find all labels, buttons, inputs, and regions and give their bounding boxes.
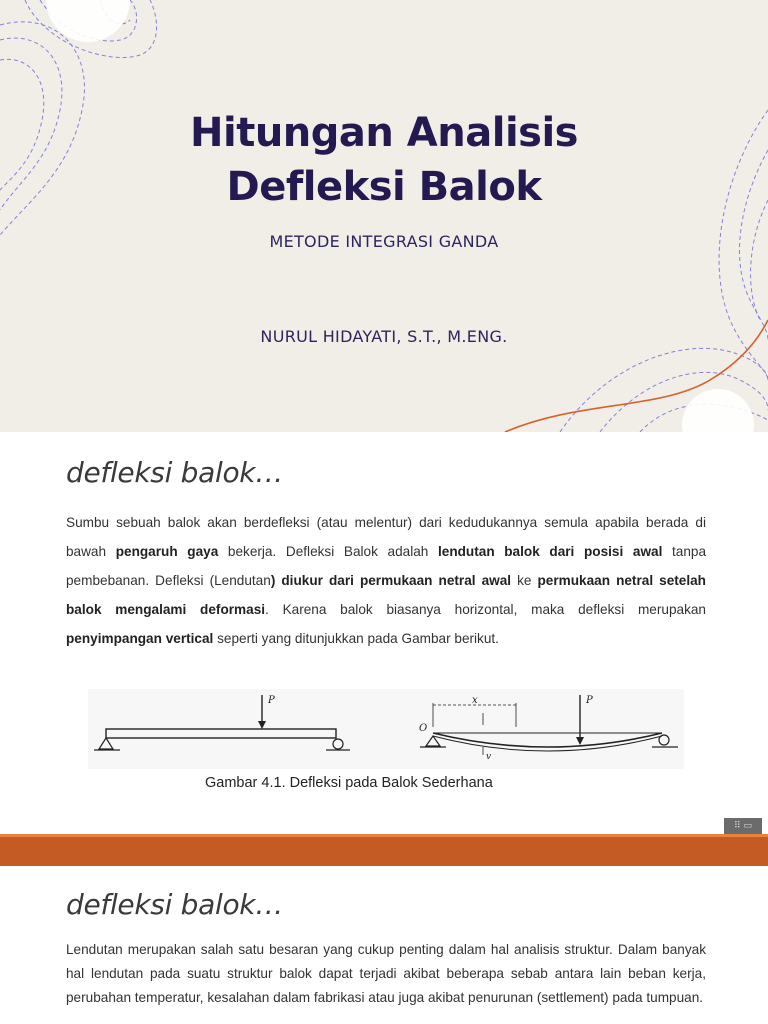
title-line-1: Hitungan Analisis [190,110,578,156]
distance-label: x [472,695,478,706]
content-slide-1 [0,432,768,834]
bold-phrase: ) diukur dari permukaan netral awal [270,573,512,588]
bold-phrase: pengaruh gaya [115,544,219,559]
bold-phrase: lendutan balok dari posisi awal [437,544,663,559]
decorative-contour-lines [0,0,768,432]
deflection-label: v [486,752,492,762]
load-label-left: P [268,695,275,706]
load-label-right: P [586,695,593,706]
figure-caption: Gambar 4.1. Defleksi pada Balok Sederhana [205,775,493,791]
beam-deflection-figure [88,689,684,769]
text-run: . Karena balok biasanya horizontal, maka defleksi merupakan [265,602,706,617]
text-run: tanpa pembebanan. Defleksi (Lendutan [66,544,707,588]
deflection-importance-paragraph: Lendutan merupakan salah satu besaran yang cukup penting dalam hal analisis struktur. Dalam banyak hal lendutan pada suatu struktur balok dapat terjadi akibat beberapa sebab antara lain beban kerja, perubahan temperatur, kesalahan dalam fabrikasi atau juga akibat penurunan (settlement) pada tumpuan. [66,942,706,1005]
bold-phrase: penyimpangan vertical [66,631,214,646]
title-slide [0,0,768,432]
title-line-2: Defleksi Balok [226,164,542,210]
definition-paragraph [66,508,706,653]
bold-phrase: permukaan netral setelah balok mengalami deformasi [66,573,706,617]
slide-heading: defleksi balok… [66,456,283,489]
slide-heading: defleksi balok… [66,888,283,921]
text-run: seperti yang ditunjukkan pada Gambar berikut. [213,631,499,646]
presentation-title [0,106,768,214]
content-slide-2 [0,866,768,1024]
presentation-subtitle: METODE INTEGRASI GANDA [269,232,499,251]
slide-control-icon[interactable]: ⠿ ▭ [724,818,762,834]
slide-divider-bar [0,834,768,866]
author-name: NURUL HIDAYATI, S.T., M.ENG. [260,327,508,346]
text-run: ke [511,573,538,588]
text-run: bekerja. Defleksi Balok adalah [218,544,438,559]
origin-label: O [419,723,428,734]
text-run: Sumbu sebuah balok akan berdefleksi (atau melentur) dari kedudukannya semula apabila berada di bawah [66,515,706,559]
